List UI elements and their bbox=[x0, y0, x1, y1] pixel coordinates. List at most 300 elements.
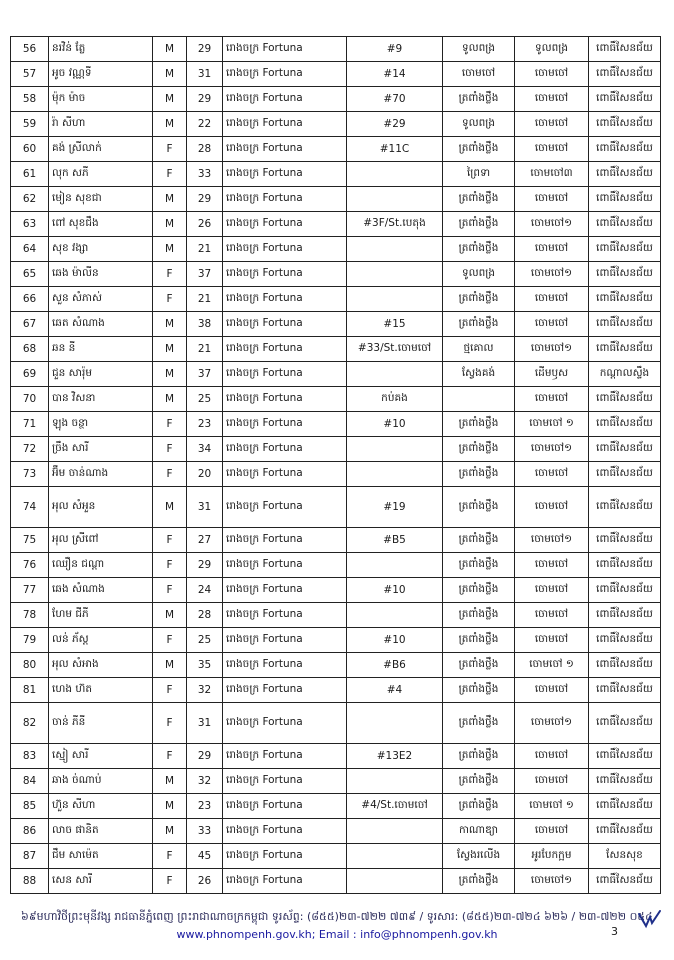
cell-village: ត្រពាំងថ្លឹង bbox=[443, 212, 515, 237]
cell-no: 65 bbox=[11, 262, 49, 287]
cell-commune: ដើមឫស bbox=[515, 362, 589, 387]
cell-addr bbox=[347, 603, 443, 628]
cell-name: ហេង ហ៊ត bbox=[49, 678, 153, 703]
page-footer bbox=[0, 910, 674, 941]
cell-sex: F bbox=[153, 744, 187, 769]
cell-addr: #4/St.ចោមចៅ bbox=[347, 794, 443, 819]
cell-addr: #70 bbox=[347, 87, 443, 112]
cell-no: 78 bbox=[11, 603, 49, 628]
cell-no: 87 bbox=[11, 844, 49, 869]
cell-age: 23 bbox=[187, 794, 223, 819]
cell-addr: #11C bbox=[347, 137, 443, 162]
cell-district: ពោធិ៍សែនជ័យ bbox=[589, 603, 661, 628]
cell-district: ពោធិ៍សែនជ័យ bbox=[589, 487, 661, 528]
cell-commune: ចោមចៅ bbox=[515, 819, 589, 844]
cell-work: រោងចក្រ Fortuna bbox=[223, 487, 347, 528]
cell-name: លាច ផានិត bbox=[49, 819, 153, 844]
footer-web: www.phnompenh.gov.kh; Email : info@phnompenh.gov.kh bbox=[176, 928, 498, 941]
cell-work: រោងចក្រ Fortuna bbox=[223, 744, 347, 769]
cell-commune: ចោមចៅ ១ bbox=[515, 412, 589, 437]
cell-district: ពោធិ៍សែនជ័យ bbox=[589, 262, 661, 287]
cell-age: 21 bbox=[187, 337, 223, 362]
cell-addr: #10 bbox=[347, 628, 443, 653]
cell-name: ស្មៀ សារី bbox=[49, 744, 153, 769]
cell-sex: M bbox=[153, 337, 187, 362]
cell-age: 26 bbox=[187, 869, 223, 894]
cell-work: រោងចក្រ Fortuna bbox=[223, 212, 347, 237]
cell-name: អុល សំអួន bbox=[49, 487, 153, 528]
table-row bbox=[11, 462, 661, 487]
cell-village: ត្រពាំងថ្លឹង bbox=[443, 312, 515, 337]
cell-sex: M bbox=[153, 487, 187, 528]
cell-addr bbox=[347, 819, 443, 844]
cell-district: ពោធិ៍សែនជ័យ bbox=[589, 337, 661, 362]
cell-commune: ចោមចៅ bbox=[515, 62, 589, 87]
cell-addr: #9 bbox=[347, 37, 443, 62]
cell-commune: ចោមចៅ bbox=[515, 137, 589, 162]
cell-sex: F bbox=[153, 462, 187, 487]
table-row bbox=[11, 387, 661, 412]
cell-sex: M bbox=[153, 769, 187, 794]
table-row bbox=[11, 62, 661, 87]
cell-age: 35 bbox=[187, 653, 223, 678]
cell-work: រោងចក្រ Fortuna bbox=[223, 187, 347, 212]
table-row bbox=[11, 819, 661, 844]
cell-village: ត្រពាំងថ្លឹង bbox=[443, 603, 515, 628]
cell-commune: ចោមចៅ១ bbox=[515, 212, 589, 237]
cell-district: ពោធិ៍សែនជ័យ bbox=[589, 462, 661, 487]
cell-sex: F bbox=[153, 678, 187, 703]
cell-work: រោងចក្រ Fortuna bbox=[223, 653, 347, 678]
cell-sex: F bbox=[153, 412, 187, 437]
cell-work: រោងចក្រ Fortuna bbox=[223, 578, 347, 603]
cell-district: ពោធិ៍សែនជ័យ bbox=[589, 387, 661, 412]
cell-addr: #14 bbox=[347, 62, 443, 87]
cell-sex: M bbox=[153, 112, 187, 137]
cell-district: ពោធិ៍សែនជ័យ bbox=[589, 112, 661, 137]
cell-addr bbox=[347, 462, 443, 487]
cell-sex: F bbox=[153, 628, 187, 653]
cell-commune: ចោមចៅ១ bbox=[515, 437, 589, 462]
table-row bbox=[11, 187, 661, 212]
cell-addr: #B5 bbox=[347, 528, 443, 553]
cell-work: រោងចក្រ Fortuna bbox=[223, 412, 347, 437]
cell-district: សែនសុខ bbox=[589, 844, 661, 869]
cell-addr bbox=[347, 869, 443, 894]
cell-addr bbox=[347, 769, 443, 794]
table-row bbox=[11, 212, 661, 237]
cell-village: ស្វែងរលើង bbox=[443, 844, 515, 869]
table-row bbox=[11, 528, 661, 553]
cell-commune: ចោមចៅ១ bbox=[515, 262, 589, 287]
cell-age: 29 bbox=[187, 553, 223, 578]
cell-commune: ចោមចៅ១ bbox=[515, 337, 589, 362]
cell-district: ពោធិ៍សែនជ័យ bbox=[589, 62, 661, 87]
cell-name: សួន សំភាស់ bbox=[49, 287, 153, 312]
cell-no: 72 bbox=[11, 437, 49, 462]
cell-district: ពោធិ៍សែនជ័យ bbox=[589, 312, 661, 337]
cell-sex: F bbox=[153, 528, 187, 553]
cell-name: ពៅ សុខជឹង bbox=[49, 212, 153, 237]
cell-age: 29 bbox=[187, 87, 223, 112]
table-row bbox=[11, 137, 661, 162]
cell-name: អុល សំអាង bbox=[49, 653, 153, 678]
table-row bbox=[11, 412, 661, 437]
cell-addr: #3F/St.បេតុង bbox=[347, 212, 443, 237]
cell-addr bbox=[347, 262, 443, 287]
cell-sex: F bbox=[153, 262, 187, 287]
cell-commune: ចោមចៅ bbox=[515, 87, 589, 112]
table-row bbox=[11, 287, 661, 312]
cell-name: ចាន់ ភីនី bbox=[49, 703, 153, 744]
cell-sex: M bbox=[153, 603, 187, 628]
cell-work: រោងចក្រ Fortuna bbox=[223, 312, 347, 337]
cell-addr bbox=[347, 362, 443, 387]
cell-sex: M bbox=[153, 87, 187, 112]
cell-district: ពោធិ៍សែនជ័យ bbox=[589, 653, 661, 678]
cell-age: 21 bbox=[187, 287, 223, 312]
cell-district: ពោធិ៍សែនជ័យ bbox=[589, 528, 661, 553]
cell-age: 33 bbox=[187, 819, 223, 844]
cell-village: ត្រពាំងថ្លឹង bbox=[443, 187, 515, 212]
cell-no: 60 bbox=[11, 137, 49, 162]
cell-name: ឆន នី bbox=[49, 337, 153, 362]
cell-commune: ចោមចៅ bbox=[515, 187, 589, 212]
cell-addr bbox=[347, 437, 443, 462]
cell-name: ឆាង ច់ណាប់ bbox=[49, 769, 153, 794]
cell-no: 73 bbox=[11, 462, 49, 487]
cell-age: 31 bbox=[187, 703, 223, 744]
cell-no: 59 bbox=[11, 112, 49, 137]
cell-work: រោងចក្រ Fortuna bbox=[223, 553, 347, 578]
table-row bbox=[11, 744, 661, 769]
cell-village: ត្រពាំងថ្លឹង bbox=[443, 744, 515, 769]
cell-district: ពោធិ៍សែនជ័យ bbox=[589, 628, 661, 653]
cell-district: ពោធិ៍សែនជ័យ bbox=[589, 553, 661, 578]
cell-age: 38 bbox=[187, 312, 223, 337]
cell-commune: ចោមចៅ bbox=[515, 553, 589, 578]
cell-no: 88 bbox=[11, 869, 49, 894]
cell-addr: #13E2 bbox=[347, 744, 443, 769]
cell-commune: ចោមចៅ bbox=[515, 744, 589, 769]
cell-no: 86 bbox=[11, 819, 49, 844]
cell-work: រោងចក្រ Fortuna bbox=[223, 437, 347, 462]
cell-village: កាណាឌ្យា bbox=[443, 819, 515, 844]
cell-work: រោងចក្រ Fortuna bbox=[223, 162, 347, 187]
cell-age: 28 bbox=[187, 603, 223, 628]
cell-village: ត្រពាំងថ្លឹង bbox=[443, 553, 515, 578]
cell-no: 75 bbox=[11, 528, 49, 553]
cell-village: ត្រពាំងថ្លឹង bbox=[443, 487, 515, 528]
cell-work: រោងចក្រ Fortuna bbox=[223, 819, 347, 844]
cell-age: 32 bbox=[187, 678, 223, 703]
cell-village: ទូលពង្រ bbox=[443, 37, 515, 62]
cell-no: 63 bbox=[11, 212, 49, 237]
cell-name: ឆេង សំណាង bbox=[49, 578, 153, 603]
cell-district: ពោធិ៍សែនជ័យ bbox=[589, 137, 661, 162]
cell-work: រោងចក្រ Fortuna bbox=[223, 462, 347, 487]
cell-commune: ចោមចៅ bbox=[515, 312, 589, 337]
cell-village: ត្រពាំងថ្លឹង bbox=[443, 87, 515, 112]
cell-commune: ចោមចៅ១ bbox=[515, 703, 589, 744]
cell-name: ឈឿន ជណ្ដា bbox=[49, 553, 153, 578]
cell-no: 66 bbox=[11, 287, 49, 312]
cell-village: ត្រពាំងថ្លឹង bbox=[443, 769, 515, 794]
cell-commune: ចោមចៅ bbox=[515, 603, 589, 628]
cell-commune: ចោមចៅ bbox=[515, 578, 589, 603]
cell-sex: F bbox=[153, 287, 187, 312]
cell-age: 45 bbox=[187, 844, 223, 869]
cell-village: ចោមចៅ bbox=[443, 62, 515, 87]
cell-addr: #29 bbox=[347, 112, 443, 137]
cell-no: 67 bbox=[11, 312, 49, 337]
cell-sex: F bbox=[153, 578, 187, 603]
cell-district: ពោធិ៍សែនជ័យ bbox=[589, 162, 661, 187]
cell-addr: #33/St.ចោមចៅ bbox=[347, 337, 443, 362]
table-row bbox=[11, 337, 661, 362]
cell-village: ទូលពង្រ bbox=[443, 262, 515, 287]
cell-sex: F bbox=[153, 437, 187, 462]
cell-village: ត្រពាំងថ្លឹង bbox=[443, 653, 515, 678]
cell-age: 29 bbox=[187, 744, 223, 769]
cell-no: 70 bbox=[11, 387, 49, 412]
cell-work: រោងចក្រ Fortuna bbox=[223, 137, 347, 162]
cell-name: ម៉ុក ម៉ាច bbox=[49, 87, 153, 112]
cell-sex: M bbox=[153, 312, 187, 337]
cell-village bbox=[443, 387, 515, 412]
cell-no: 58 bbox=[11, 87, 49, 112]
table-row bbox=[11, 262, 661, 287]
cell-addr bbox=[347, 237, 443, 262]
cell-village: ត្រពាំងថ្លឹង bbox=[443, 462, 515, 487]
cell-work: រោងចក្រ Fortuna bbox=[223, 62, 347, 87]
cell-sex: F bbox=[153, 553, 187, 578]
table-row bbox=[11, 437, 661, 462]
cell-age: 28 bbox=[187, 137, 223, 162]
cell-name: ឡុង ចន្ថា bbox=[49, 412, 153, 437]
table-row bbox=[11, 553, 661, 578]
cell-sex: M bbox=[153, 62, 187, 87]
cell-age: 31 bbox=[187, 487, 223, 528]
cell-age: 31 bbox=[187, 62, 223, 87]
cell-sex: F bbox=[153, 844, 187, 869]
cell-no: 79 bbox=[11, 628, 49, 653]
cell-name: ច្រឹង សារី bbox=[49, 437, 153, 462]
cell-name: អុល ស្រីពៅ bbox=[49, 528, 153, 553]
cell-village: ត្រពាំងថ្លឹង bbox=[443, 437, 515, 462]
cell-work: រោងចក្រ Fortuna bbox=[223, 387, 347, 412]
cell-district: ពោធិ៍សែនជ័យ bbox=[589, 412, 661, 437]
page-number: 3 bbox=[611, 925, 618, 938]
cell-village: ស្វែងគង់ bbox=[443, 362, 515, 387]
cell-village: ត្រពាំងថ្លឹង bbox=[443, 237, 515, 262]
cell-sex: F bbox=[153, 137, 187, 162]
signature-mark bbox=[636, 908, 662, 930]
cell-district: កណ្ដាលស្ទឹង bbox=[589, 362, 661, 387]
cell-name: នរវិន់ ត្លែ bbox=[49, 37, 153, 62]
cell-district: ពោធិ៍សែនជ័យ bbox=[589, 212, 661, 237]
cell-village: ព្រៃទា bbox=[443, 162, 515, 187]
cell-age: 37 bbox=[187, 262, 223, 287]
cell-name: មៀន សុខជា bbox=[49, 187, 153, 212]
cell-age: 21 bbox=[187, 237, 223, 262]
cell-name: ជឹម សាម៉េត bbox=[49, 844, 153, 869]
cell-sex: M bbox=[153, 819, 187, 844]
cell-sex: M bbox=[153, 237, 187, 262]
cell-name: រ៉ា សីហា bbox=[49, 112, 153, 137]
cell-age: 29 bbox=[187, 187, 223, 212]
cell-commune: ចោមចៅ bbox=[515, 487, 589, 528]
cell-work: រោងចក្រ Fortuna bbox=[223, 112, 347, 137]
cell-sex: F bbox=[153, 162, 187, 187]
table-row bbox=[11, 362, 661, 387]
table-row bbox=[11, 794, 661, 819]
cell-district: ពោធិ៍សែនជ័យ bbox=[589, 819, 661, 844]
cell-district: ពោធិ៍សែនជ័យ bbox=[589, 703, 661, 744]
footer-address: ៦៩មហាវិថីព្រះមុនីវង្ស រាជធានីភ្នំពេញ ព្រះរាជាណាចក្រកម្ពុជា ទូរស័ព្ទ: (៨៥៥)២៣-៧២២ ៧៣៩ / ទូរសារ: (៨៥៥)២៣-៧២៤ ៦២៦ / ២៣-៧២២ ០៥៤ bbox=[21, 910, 653, 923]
cell-work: រោងចក្រ Fortuna bbox=[223, 337, 347, 362]
table-row bbox=[11, 487, 661, 528]
cell-commune: ចោមចៅ៣ bbox=[515, 162, 589, 187]
cell-commune: ចោមចៅ bbox=[515, 387, 589, 412]
cell-work: រោងចក្រ Fortuna bbox=[223, 237, 347, 262]
cell-addr bbox=[347, 844, 443, 869]
cell-work: រោងចក្រ Fortuna bbox=[223, 37, 347, 62]
cell-sex: M bbox=[153, 653, 187, 678]
cell-work: រោងចក្រ Fortuna bbox=[223, 362, 347, 387]
cell-age: 25 bbox=[187, 387, 223, 412]
cell-district: ពោធិ៍សែនជ័យ bbox=[589, 794, 661, 819]
cell-addr bbox=[347, 287, 443, 312]
cell-sex: M bbox=[153, 212, 187, 237]
table-row bbox=[11, 112, 661, 137]
cell-name: អូច វណ្ណទី bbox=[49, 62, 153, 87]
cell-age: 27 bbox=[187, 528, 223, 553]
table-row bbox=[11, 703, 661, 744]
cell-no: 74 bbox=[11, 487, 49, 528]
cell-village: ថ្មគោល bbox=[443, 337, 515, 362]
cell-commune: អូរបែកក្អម bbox=[515, 844, 589, 869]
cell-age: 29 bbox=[187, 37, 223, 62]
cell-village: ត្រពាំងថ្លឹង bbox=[443, 703, 515, 744]
cell-addr: កប់គង bbox=[347, 387, 443, 412]
cell-work: រោងចក្រ Fortuna bbox=[223, 628, 347, 653]
cell-no: 82 bbox=[11, 703, 49, 744]
cell-age: 22 bbox=[187, 112, 223, 137]
cell-no: 80 bbox=[11, 653, 49, 678]
cell-district: ពោធិ៍សែនជ័យ bbox=[589, 237, 661, 262]
cell-no: 71 bbox=[11, 412, 49, 437]
cell-addr: #10 bbox=[347, 412, 443, 437]
cell-sex: M bbox=[153, 387, 187, 412]
cell-district: ពោធិ៍សែនជ័យ bbox=[589, 187, 661, 212]
cell-commune: ចោមចៅ bbox=[515, 237, 589, 262]
table-row bbox=[11, 237, 661, 262]
cell-village: ត្រពាំងថ្លឹង bbox=[443, 412, 515, 437]
cell-work: រោងចក្រ Fortuna bbox=[223, 87, 347, 112]
cell-commune: ចោមចៅ bbox=[515, 287, 589, 312]
cell-addr: #19 bbox=[347, 487, 443, 528]
cell-district: ពោធិ៍សែនជ័យ bbox=[589, 769, 661, 794]
table-row bbox=[11, 312, 661, 337]
cell-district: ពោធិ៍សែនជ័យ bbox=[589, 437, 661, 462]
cell-village: ត្រពាំងថ្លឹង bbox=[443, 628, 515, 653]
cell-no: 81 bbox=[11, 678, 49, 703]
cell-village: ត្រពាំងថ្លឹង bbox=[443, 137, 515, 162]
cell-age: 34 bbox=[187, 437, 223, 462]
cell-work: រោងចក្រ Fortuna bbox=[223, 703, 347, 744]
cell-sex: F bbox=[153, 703, 187, 744]
cell-sex: M bbox=[153, 794, 187, 819]
cell-village: ត្រពាំងថ្លឹង bbox=[443, 528, 515, 553]
cell-age: 26 bbox=[187, 212, 223, 237]
table-row bbox=[11, 162, 661, 187]
cell-name: បាន វិសនា bbox=[49, 387, 153, 412]
cell-age: 23 bbox=[187, 412, 223, 437]
people-table bbox=[10, 36, 661, 894]
table-row bbox=[11, 869, 661, 894]
cell-name: គង់ ស្រីលាក់ bbox=[49, 137, 153, 162]
cell-sex: F bbox=[153, 869, 187, 894]
cell-district: ពោធិ៍សែនជ័យ bbox=[589, 869, 661, 894]
cell-commune: ទូលពង្រ bbox=[515, 37, 589, 62]
table-row bbox=[11, 769, 661, 794]
cell-commune: ចោមចៅ bbox=[515, 769, 589, 794]
cell-work: រោងចក្រ Fortuna bbox=[223, 287, 347, 312]
cell-village: ត្រពាំងថ្លឹង bbox=[443, 794, 515, 819]
cell-name: លុក សភី bbox=[49, 162, 153, 187]
cell-work: រោងចក្រ Fortuna bbox=[223, 844, 347, 869]
cell-no: 68 bbox=[11, 337, 49, 362]
cell-age: 33 bbox=[187, 162, 223, 187]
table-row bbox=[11, 603, 661, 628]
cell-no: 85 bbox=[11, 794, 49, 819]
cell-work: រោងចក្រ Fortuna bbox=[223, 678, 347, 703]
cell-village: ត្រពាំងថ្លឹង bbox=[443, 678, 515, 703]
cell-village: ត្រពាំងថ្លឹង bbox=[443, 287, 515, 312]
cell-work: រោងចក្រ Fortuna bbox=[223, 869, 347, 894]
cell-district: ពោធិ៍សែនជ័យ bbox=[589, 287, 661, 312]
cell-commune: ចោមចៅ ១ bbox=[515, 794, 589, 819]
cell-no: 83 bbox=[11, 744, 49, 769]
cell-name: ជួន សារ៉ុម bbox=[49, 362, 153, 387]
cell-sex: M bbox=[153, 362, 187, 387]
cell-commune: ចោមចៅ ១ bbox=[515, 653, 589, 678]
cell-name: សេន សារី bbox=[49, 869, 153, 894]
cell-no: 69 bbox=[11, 362, 49, 387]
cell-no: 61 bbox=[11, 162, 49, 187]
cell-no: 64 bbox=[11, 237, 49, 262]
table-row bbox=[11, 37, 661, 62]
cell-commune: ចោមចៅ bbox=[515, 112, 589, 137]
cell-commune: ចោមចៅ១ bbox=[515, 869, 589, 894]
cell-work: រោងចក្រ Fortuna bbox=[223, 528, 347, 553]
cell-commune: ចោមចៅ bbox=[515, 628, 589, 653]
cell-addr bbox=[347, 553, 443, 578]
cell-district: ពោធិ៍សែនជ័យ bbox=[589, 37, 661, 62]
cell-sex: M bbox=[153, 187, 187, 212]
cell-age: 24 bbox=[187, 578, 223, 603]
cell-village: ត្រពាំងថ្លឹង bbox=[443, 869, 515, 894]
cell-village: ត្រពាំងថ្លឹង bbox=[443, 578, 515, 603]
table-row bbox=[11, 578, 661, 603]
table-row bbox=[11, 87, 661, 112]
cell-name: ឆេត សំណាង bbox=[49, 312, 153, 337]
table-row bbox=[11, 844, 661, 869]
cell-commune: ចោមចៅ១ bbox=[515, 528, 589, 553]
table-row bbox=[11, 653, 661, 678]
cell-age: 37 bbox=[187, 362, 223, 387]
